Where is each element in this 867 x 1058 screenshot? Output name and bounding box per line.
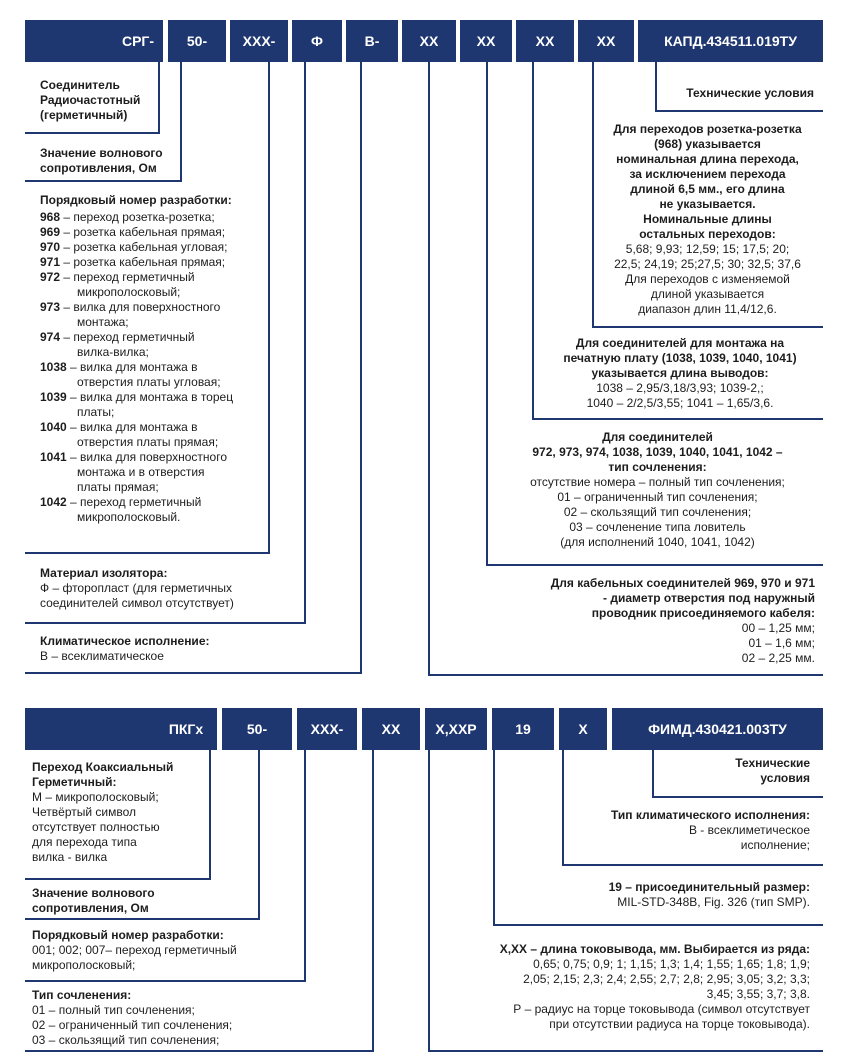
code-box-f: Ф [292, 20, 342, 62]
dev-number-text: – розетка кабельная прямая; [60, 225, 226, 239]
impedance-label: Значение волнового сопротивления, Ом [40, 146, 163, 175]
connector-line [25, 622, 306, 624]
connector-line [655, 110, 823, 112]
dev-number-item [40, 480, 265, 495]
cable-diameter-block: Для кабельных соединителей 969, 970 и 971 - диаметр отверстия под наружный проводник присоединяемого кабеля: 00 – 1,25 мм; 01 – 1,6 мм; 02 – 2,25 мм. [550, 576, 815, 665]
dev-number-item [40, 270, 265, 285]
dev-number-item [40, 225, 265, 240]
size-block: 19 – присоединительный размер: MIL-STD-348B, Fig. 326 (тип SMP). [608, 880, 810, 909]
connector-line [428, 62, 430, 676]
connector-line [25, 552, 270, 554]
dev-number-item [40, 300, 265, 315]
mating-type-block: Для соединителей 972, 973, 974, 1038, 1039, 1040, 1041, 1042 – тип сочленения: отсутствие номера – полный тип сочленения; 01 – ограниченный тип сочленения; 02 – скользящий тип сочленения; 03 – сочленение типа ловитель (для исполнений 1040, 1041, 1042) [530, 430, 785, 549]
dev-number-code: 973 [40, 300, 61, 314]
code-box-xx: XX [362, 708, 420, 750]
dev-number-text: – вилка для монтажа в торец [66, 390, 234, 404]
dev-number-text: вилка-вилка; [77, 345, 149, 359]
code-box-srg: СРГ- [113, 20, 163, 62]
connector-line [562, 750, 564, 866]
dev-number-text: монтажа и в отверстия [77, 465, 205, 479]
connector-line [486, 62, 488, 566]
dev-number-text: отверстия платы прямая; [77, 435, 219, 449]
connector-line [25, 132, 160, 134]
dev-number-item [40, 255, 265, 270]
dev-number-text: – розетка кабельная угловая; [60, 240, 228, 254]
dev-number-item [40, 330, 265, 345]
code-box-50: 50- [168, 20, 226, 62]
connector-line [25, 1050, 374, 1052]
dev-number-code: 972 [40, 270, 61, 284]
code-box-xx-4: XX [578, 20, 634, 62]
dev-number-list [40, 210, 265, 525]
dev-number-text: платы; [77, 405, 115, 419]
code-box-xx-2: XX [460, 20, 512, 62]
dev-number-item [40, 240, 265, 255]
code-box-xxx: XXX- [230, 20, 288, 62]
code-box-50: 50- [222, 708, 292, 750]
code-box-spec: КАПД.434511.019ТУ [638, 20, 823, 62]
connector-line [532, 418, 823, 420]
connector-line [493, 750, 495, 926]
code-box-xxx: XXX- [297, 708, 357, 750]
dev-number-item [40, 435, 265, 450]
climate-block: Тип климатического исполнения: В - всеклиметическое исполнение; [611, 808, 810, 852]
dev-number-code: 974 [40, 330, 61, 344]
dev-number-text: платы прямая; [77, 480, 159, 494]
tech-conditions-label: Технические условия [686, 86, 814, 100]
dev-number-code: 1041 [40, 450, 67, 464]
connector-line [360, 62, 362, 674]
dev-number-text: – вилка для монтажа в [66, 360, 198, 374]
connector-line [532, 62, 534, 420]
code-box-blank [25, 20, 113, 62]
code-box-xx-1: XX [402, 20, 456, 62]
connector-line [209, 750, 211, 880]
connector-line [304, 62, 306, 624]
connector-line [258, 750, 260, 920]
dev-number-code: 971 [40, 255, 61, 269]
dev-number-item [40, 420, 265, 435]
connector-line [592, 62, 594, 328]
dev-number-item [40, 405, 265, 420]
dev-number-text: – вилка для поверхностного [60, 300, 221, 314]
connector-line [652, 796, 823, 798]
impedance-label: Значение волнового сопротивления, Ом [32, 886, 155, 915]
dev-number-text: – переход розетка-розетка; [60, 210, 215, 224]
dev-number-item [40, 210, 265, 225]
connector-line [268, 62, 270, 554]
connector-line [428, 1050, 823, 1052]
dev-number-code: 969 [40, 225, 61, 239]
connector-title: Соединитель Радиочастотный (герметичный) [40, 78, 141, 122]
dev-number-text: микрополосковый. [77, 510, 181, 524]
dev-number-text: – вилка для поверхностного [66, 450, 227, 464]
connector-line [486, 564, 823, 566]
dev-number-item [40, 390, 265, 405]
connector-line [428, 674, 823, 676]
dev-number-code: 1040 [40, 420, 67, 434]
code-box-length: X,XXP [425, 708, 487, 750]
dev-number-text: – вилка для монтажа в [66, 420, 198, 434]
connector-line [25, 180, 182, 182]
code-box-blank [25, 708, 155, 750]
dev-number-text: – переход герметичный [60, 330, 195, 344]
dev-number-text: – переход герметичный [60, 270, 195, 284]
connector-line [25, 980, 306, 982]
dev-number-item [40, 465, 265, 480]
dev-number-item [40, 510, 265, 525]
connector-line [493, 924, 823, 926]
code-box-19: 19 [492, 708, 554, 750]
transition-length-block: Для переходов розетка-розетка (968) указывается номинальная длина перехода, за исключением перехода длиной 6,5 мм., его длина не указывается. Номинальные длины остальных переходов: 5,68; 9,93; 12,59; 15; 17,5; 20; 22,5; 24,19; 25;27,5; 30; 32,5; 37,6 Для переходов с изменяемой длиной указывается диапазон длин 11,4/12,6. [613, 122, 802, 316]
code-box-v: В- [346, 20, 398, 62]
dev-number-item [40, 345, 265, 360]
dev-number-text: микрополосковый; [77, 285, 181, 299]
dev-number-code: 1042 [40, 495, 67, 509]
dev-number-item [40, 495, 265, 510]
dev-number-item [40, 285, 265, 300]
dev-number-item [40, 360, 265, 375]
connector-line [562, 864, 823, 866]
length-block: X,XX – длина токовывода, мм. Выбирается из ряда: 0,65; 0,75; 0,9; 1; 1,15; 1,3; 1,4; 1,55; 1,65; 1,8; 1,9; 2,05; 2,15; 2,3; 2,4; 2,55; 2,7; 2,8; 2,95; 3,05; 3,2; 3,3; 3,45; 3,55; 3,7; 3,8. Р – радиус на торце токовывода (символ отсутствует при отсутствии радиуса на торце токовывода). [499, 942, 810, 1031]
dev-number-item [40, 315, 265, 330]
connector-line [25, 918, 260, 920]
connector-line [428, 750, 430, 1050]
connector-line [592, 326, 823, 328]
climate-block: Климатическое исполнение: В – всеклиматическое [40, 634, 210, 663]
code-box-pkg: ПКГх [155, 708, 217, 750]
dev-number-block: Порядковый номер разработки: 001; 002; 007– переход герметичный микрополосковый; [32, 928, 237, 972]
dev-number-text: – переход герметичный [66, 495, 202, 509]
pcb-leads-block: Для соединителей для монтажа на печатную плату (1038, 1039, 1040, 1041) указывается длина выводов: 1038 – 2,95/3,18/3,93; 1039-2,; 1040 – 2/2,5/3,55; 1041 – 1,65/3,6. [563, 336, 797, 410]
mating-type-block: Тип сочленения: 01 – полный тип сочленения; 02 – ограниченный тип сочленения; 03 – скользящий тип сочленения; [32, 988, 233, 1047]
dev-number-code: 1038 [40, 360, 67, 374]
dev-number-code: 970 [40, 240, 61, 254]
connector-line [304, 750, 306, 982]
transition-title-block: Переход Коаксиальный Герметичный: М – микрополосковый; Четвёртый символ отсутствует полностью для перехода типа вилка - вилка [32, 760, 174, 864]
code-box-spec: ФИМД.430421.003ТУ [612, 708, 823, 750]
code-box-xx-3: XX [516, 20, 574, 62]
connector-line [372, 750, 374, 1050]
connector-line [652, 750, 654, 798]
tech-conditions-label: Технические условия [735, 756, 810, 785]
dev-number-code: 1039 [40, 390, 67, 404]
dev-number-text: монтажа; [77, 315, 129, 329]
insulator-block: Материал изолятора: Ф – фторопласт (для герметичных соединителей символ отсутствует) [40, 566, 234, 610]
dev-number-block [40, 193, 265, 525]
dev-number-title: Порядковый номер разработки: [40, 193, 232, 207]
dev-number-text: отверстия платы угловая; [77, 375, 221, 389]
dev-number-code: 968 [40, 210, 61, 224]
dev-number-item [40, 375, 265, 390]
connector-line [25, 878, 211, 880]
code-box-x: X [559, 708, 607, 750]
dev-number-text: – розетка кабельная прямая; [60, 255, 226, 269]
dev-number-item [40, 450, 265, 465]
connector-line [25, 672, 362, 674]
